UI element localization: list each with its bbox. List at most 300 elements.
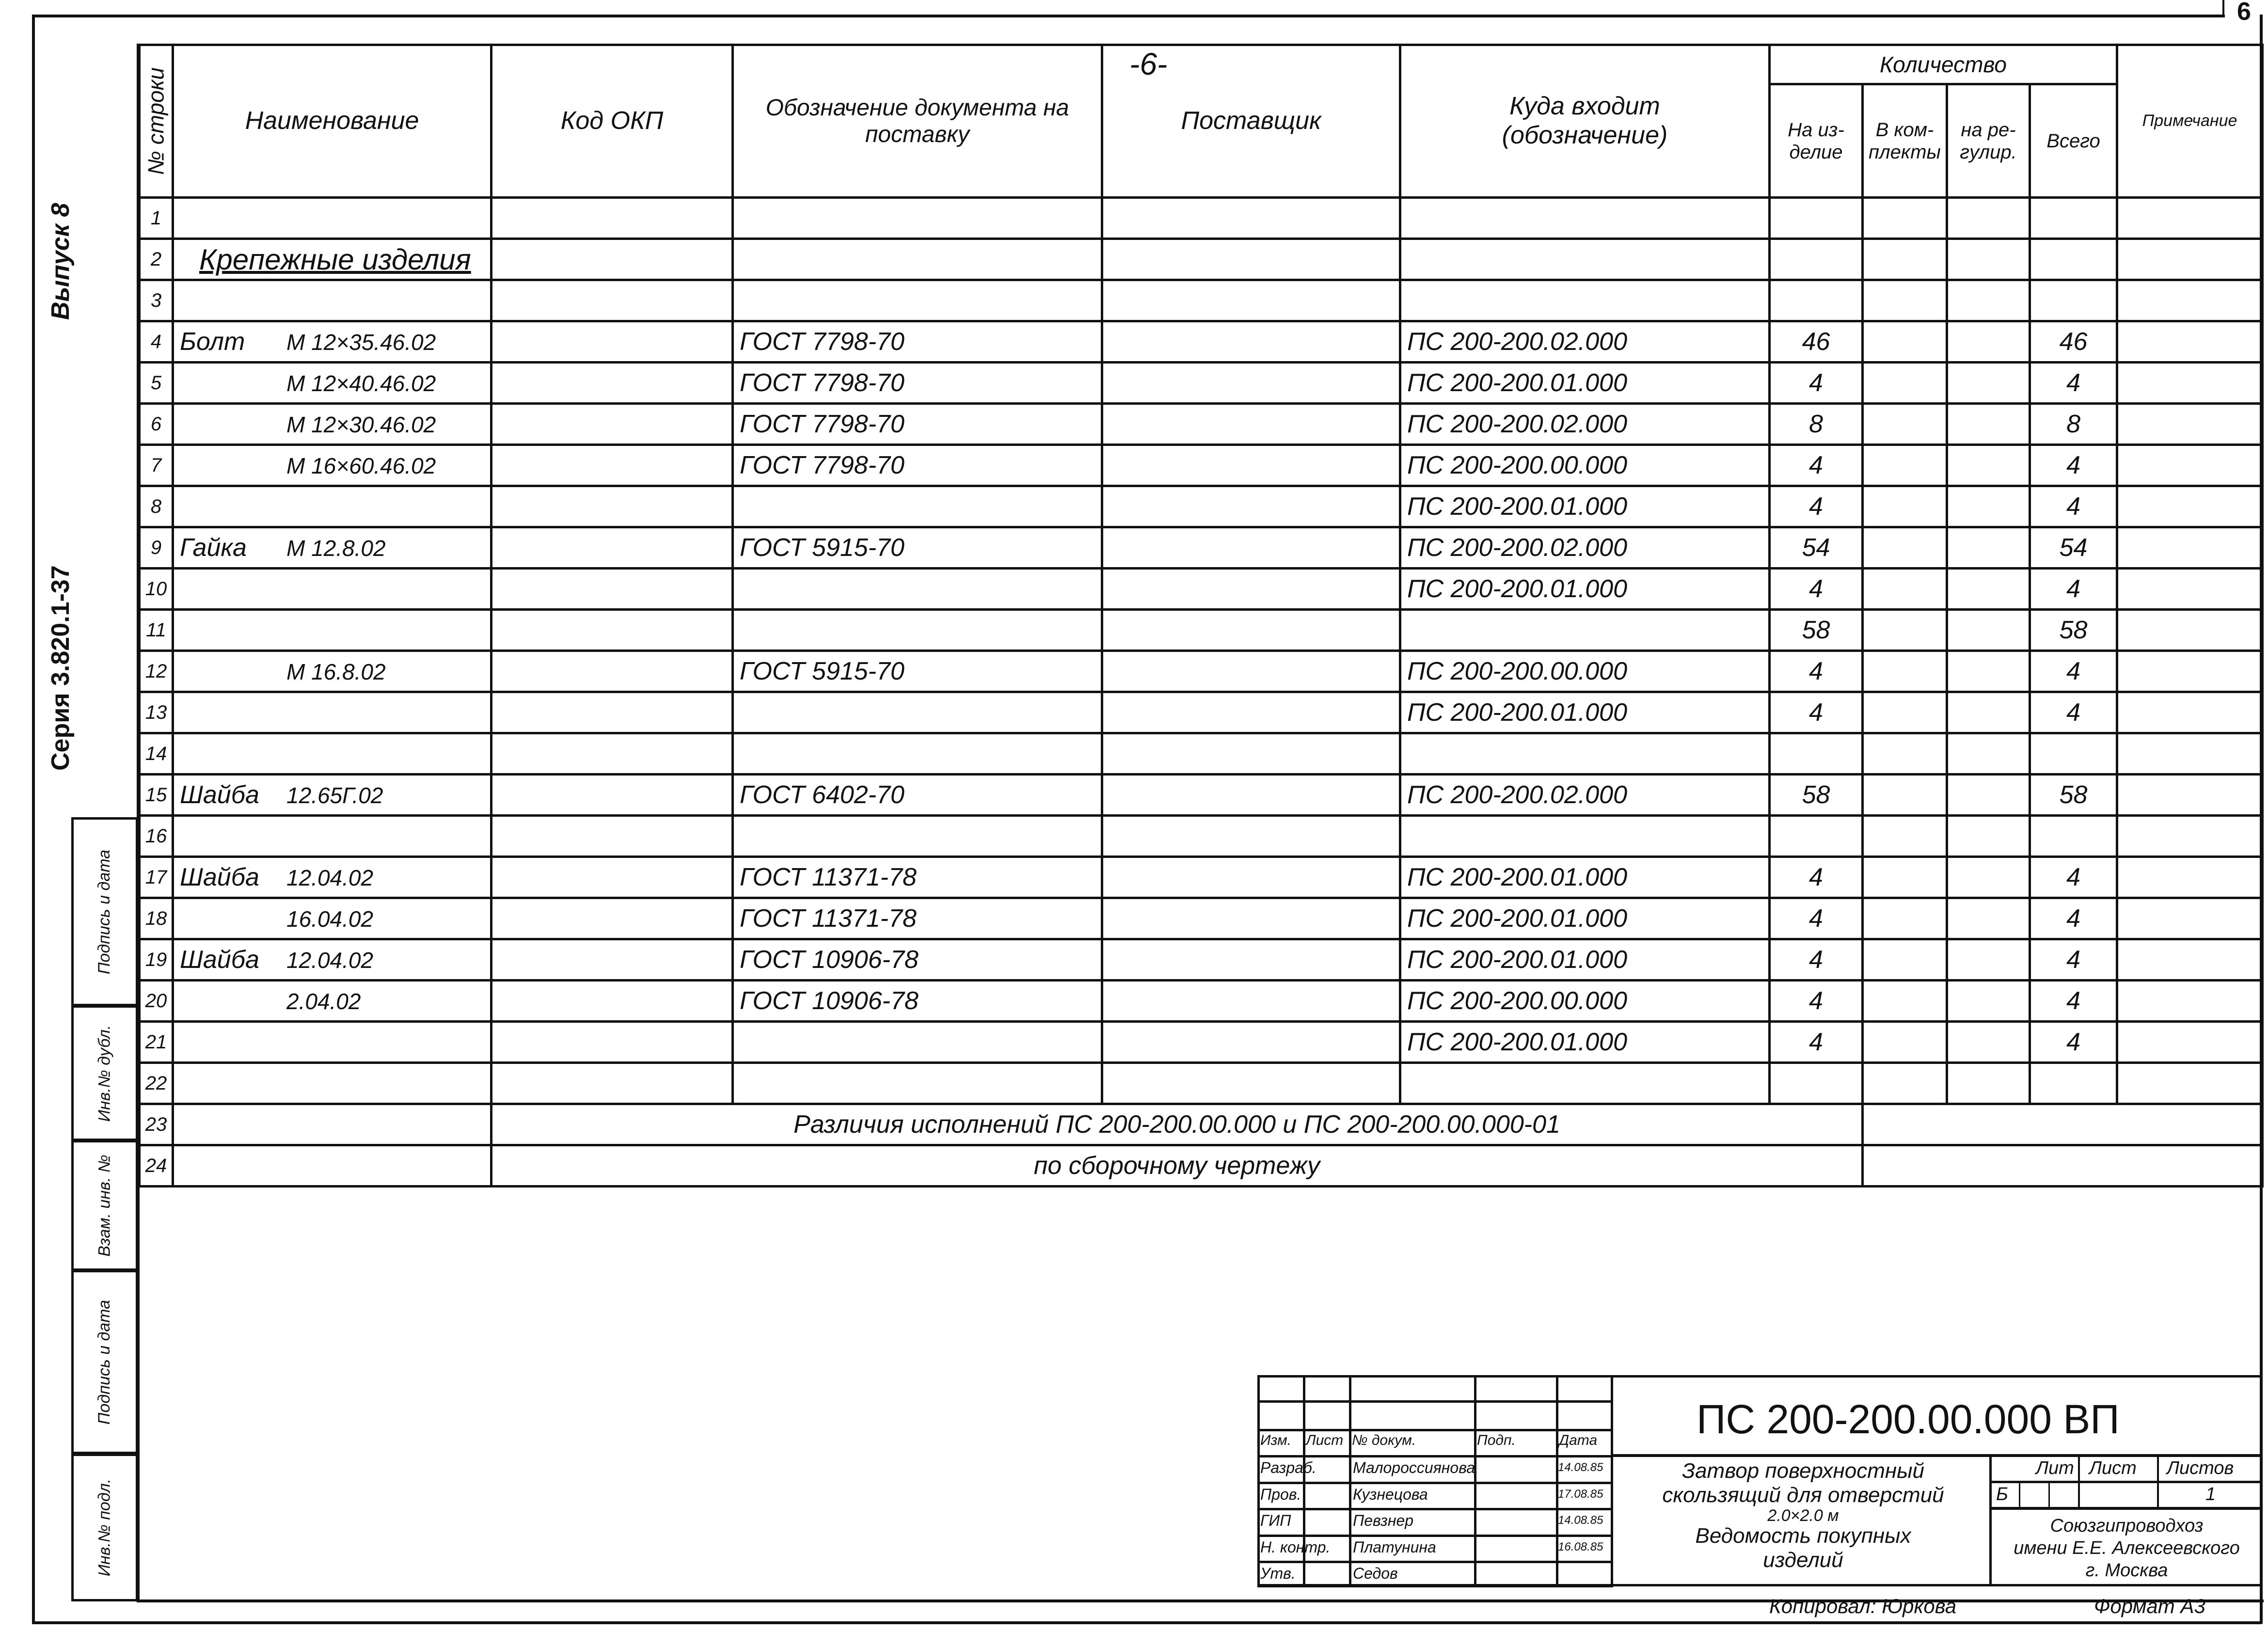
grid-line [1349,1375,1351,1586]
in-sets-cell [1863,486,1947,527]
in-sets-cell [1863,404,1947,445]
in-sets-cell [1863,1022,1947,1063]
for-reg-cell [1947,857,2030,898]
row-number: 12 [140,651,173,692]
table-row [140,363,2263,404]
total-cell: 58 [2030,775,2117,816]
for-reg-cell [1947,239,2030,280]
for-reg-cell [1947,733,2030,775]
row-number: 21 [140,1022,173,1063]
okp-cell [492,981,733,1022]
per-item-cell [1770,239,1863,280]
per-item-cell: 4 [1770,486,1863,527]
note-cell [2117,363,2263,404]
okp-cell [492,939,733,981]
item-designation: М 12×30.46.02 [286,412,436,437]
per-item-cell: 4 [1770,445,1863,486]
total-cell [2030,280,2117,321]
okp-cell [492,404,733,445]
name-cell [173,239,492,280]
grid-line [1257,1375,1260,1586]
sheet-mark: -6- [1129,47,1168,81]
table-row [140,569,2263,610]
doc-cell [733,239,1102,280]
in-sets-cell [1863,981,1947,1022]
where-cell: ПС 200-200.01.000 [1400,363,1770,404]
header-where: Куда входит (обозначение) [1400,45,1770,198]
per-item-cell: 58 [1770,775,1863,816]
row-number: 14 [140,733,173,775]
person-name: Седов [1353,1565,1398,1582]
in-sets-cell [1863,651,1947,692]
row-number: 22 [140,1063,173,1104]
item-type: Шайба [180,863,259,891]
role-label: Утв. [1260,1565,1296,1582]
name-cell [173,280,492,321]
per-item-cell: 4 [1770,898,1863,939]
total-cell: 4 [2030,651,2117,692]
sign-date: 14.08.85 [1558,1514,1603,1527]
row-number: 1 [140,198,173,239]
header-in-sets: В ком-плекты [1863,84,1947,198]
total-cell: 4 [2030,692,2117,733]
row-number: 7 [140,445,173,486]
doc-cell: ГОСТ 10906-78 [733,981,1102,1022]
in-sets-cell [1863,857,1947,898]
note-cell [2117,1022,2263,1063]
supplier-cell [1102,445,1400,486]
table-row [140,486,2263,527]
table-row [140,1104,2263,1145]
header-total: Всего [2030,84,2117,198]
grid-line [1257,1535,1613,1537]
for-reg-cell [1947,939,2030,981]
table-row [140,816,2263,857]
supplier-cell [1102,321,1400,363]
stamp-sign-date: Подпись и дата [71,1270,138,1454]
for-reg-cell [1947,898,2030,939]
doc-cell [733,1022,1102,1063]
okp-cell [492,733,733,775]
doc-cell [733,198,1102,239]
note-cell [2117,239,2263,280]
name-cell [173,775,492,816]
note-cell [2117,198,2263,239]
doc-cell: ГОСТ 7798-70 [733,363,1102,404]
revision-col-header: Изм. [1260,1432,1291,1448]
supplier-cell [1102,939,1400,981]
row-number: 23 [140,1104,173,1145]
supplier-cell [1102,239,1400,280]
in-sets-cell [1863,898,1947,939]
grid-line [1257,1400,1613,1403]
document-designation: ПС 200-200.00.000 ВП [1697,1396,2120,1442]
supplier-cell [1102,775,1400,816]
row-number: 8 [140,486,173,527]
item-type: Шайба [180,946,259,974]
name-cell [173,981,492,1022]
table-row [140,981,2263,1022]
name-cell [173,198,492,239]
section-title: Крепежные изделия [199,243,471,276]
table-row [140,527,2263,569]
name-cell [173,1104,492,1145]
where-cell: ПС 200-200.00.000 [1400,981,1770,1022]
total-cell: 4 [2030,857,2117,898]
row-number: 18 [140,898,173,939]
where-cell: ПС 200-200.01.000 [1400,898,1770,939]
in-sets-cell [1863,692,1947,733]
okp-cell [492,569,733,610]
grid-line [1257,1455,1613,1457]
row-number: 10 [140,569,173,610]
supplier-cell [1102,610,1400,651]
lit-label: Лит [2036,1458,2074,1478]
for-reg-cell [1947,280,2030,321]
where-cell: ПС 200-200.02.000 [1400,775,1770,816]
document-title: Затвор поверхностный скользящий для отверстий 2.0×2.0 м Ведомость покупных изделий [1662,1459,1944,1572]
frame-top [32,15,2225,17]
item-designation: М 16.8.02 [286,659,386,684]
note-cell [2117,898,2263,939]
name-cell [173,486,492,527]
where-cell: ПС 200-200.00.000 [1400,445,1770,486]
supplier-cell [1102,981,1400,1022]
in-sets-cell [1863,445,1947,486]
item-designation: 2.04.02 [286,989,361,1014]
per-item-cell [1770,198,1863,239]
frame-outer-left [32,15,35,1624]
per-item-cell: 46 [1770,321,1863,363]
note-cell [2117,857,2263,898]
per-item-cell: 4 [1770,981,1863,1022]
grid-line [1611,1375,1613,1586]
total-cell: 46 [2030,321,2117,363]
header-row-no [140,45,173,198]
doc-cell: ГОСТ 11371-78 [733,857,1102,898]
for-reg-cell [1947,692,2030,733]
name-cell [173,445,492,486]
for-reg-cell [1947,569,2030,610]
okp-cell [492,1022,733,1063]
row-number: 9 [140,527,173,569]
grid-line [1257,1508,1613,1510]
header-doc: Обозначение документа на поставку [733,45,1102,198]
per-item-cell: 54 [1770,527,1863,569]
total-cell: 4 [2030,569,2117,610]
total-cell: 4 [2030,445,2117,486]
in-sets-cell [1863,816,1947,857]
in-sets-cell [1863,527,1947,569]
table-row [140,857,2263,898]
empty-cell [1863,1104,2263,1145]
merged-note: Различия исполнений ПС 200-200.00.000 и ПС 200-200.00.000-01 [492,1104,1863,1145]
where-cell: ПС 200-200.01.000 [1400,692,1770,733]
stamp-sign-date-top: Подпись и дата [71,817,138,1006]
supplier-cell [1102,857,1400,898]
name-cell [173,816,492,857]
okp-cell [492,321,733,363]
table-row [140,321,2263,363]
supplier-cell [1102,733,1400,775]
per-item-cell: 8 [1770,404,1863,445]
header-supplier: Поставщик [1102,45,1400,198]
doc-cell [733,569,1102,610]
sign-date: 16.08.85 [1558,1540,1603,1553]
where-cell: ПС 200-200.01.000 [1400,857,1770,898]
for-reg-cell [1947,321,2030,363]
doc-cell: ГОСТ 6402-70 [733,775,1102,816]
item-designation: 16.04.02 [286,906,374,932]
where-cell [1400,1063,1770,1104]
row-number: 13 [140,692,173,733]
name-cell [173,857,492,898]
item-designation: М 12×40.46.02 [286,371,436,396]
item-type: Болт [180,328,245,356]
issue-text: Выпуск 8 [47,203,75,320]
supplier-cell [1102,1063,1400,1104]
for-reg-cell [1947,1022,2030,1063]
in-sets-cell [1863,1063,1947,1104]
name-cell [173,610,492,651]
role-label: Н. контр. [1260,1538,1331,1556]
item-designation: 12.65Г.02 [286,783,383,808]
lit-value: Б [1996,1484,2008,1504]
total-cell: 4 [2030,1022,2117,1063]
empty-cell [1863,1145,2263,1187]
name-cell [173,939,492,981]
doc-cell [733,280,1102,321]
person-name: Певзнер [1353,1512,1414,1529]
okp-cell [492,610,733,651]
for-reg-cell [1947,363,2030,404]
page-number: 6 [2237,0,2251,26]
where-cell [1400,239,1770,280]
supplier-cell [1102,569,1400,610]
person-name: Кузнецова [1353,1486,1428,1503]
person-name: Малороссиянова [1353,1459,1475,1476]
table-row [140,610,2263,651]
stamp-original-inv: Инв.№ подл. [71,1454,138,1601]
total-cell: 8 [2030,404,2117,445]
for-reg-cell [1947,445,2030,486]
item-type: Шайба [180,781,259,809]
name-cell [173,898,492,939]
doc-cell: ГОСТ 5915-70 [733,527,1102,569]
for-reg-cell [1947,486,2030,527]
role-label: Пров. [1260,1486,1301,1503]
name-cell [173,1022,492,1063]
sheets-label: Листов [2167,1458,2234,1478]
note-cell [2117,610,2263,651]
table-row [140,733,2263,775]
header-per-item: На из-делие [1770,84,1863,198]
okp-cell [492,445,733,486]
note-cell [2117,1063,2263,1104]
item-designation: 12.04.02 [286,865,374,890]
where-cell [1400,816,1770,857]
for-reg-cell [1947,527,2030,569]
grid-line [1556,1375,1558,1586]
table-row [140,198,2263,239]
supplier-cell [1102,651,1400,692]
doc-cell: ГОСТ 10906-78 [733,939,1102,981]
in-sets-cell [1863,239,1947,280]
doc-cell: ГОСТ 11371-78 [733,898,1102,939]
for-reg-cell [1947,1063,2030,1104]
total-cell [2030,816,2117,857]
per-item-cell: 58 [1770,610,1863,651]
note-cell [2117,692,2263,733]
table-row [140,445,2263,486]
doc-cell [733,610,1102,651]
row-number: 6 [140,404,173,445]
total-cell: 54 [2030,527,2117,569]
name-cell [173,363,492,404]
table-row [140,1145,2263,1187]
row-number: 16 [140,816,173,857]
grid-line [1257,1561,1613,1563]
per-item-cell: 4 [1770,569,1863,610]
stamp-dup-inv: Инв.№ дубл. [71,1005,138,1141]
table-row [140,651,2263,692]
where-cell: ПС 200-200.02.000 [1400,321,1770,363]
table-row [140,239,2263,280]
name-cell [173,733,492,775]
note-cell [2117,939,2263,981]
revision-col-header: Подп. [1477,1432,1516,1448]
for-reg-cell [1947,404,2030,445]
supplier-cell [1102,1022,1400,1063]
per-item-cell: 4 [1770,857,1863,898]
name-cell [173,1063,492,1104]
row-number: 15 [140,775,173,816]
header-name: Наименование [173,45,492,198]
per-item-cell: 4 [1770,1022,1863,1063]
supplier-cell [1102,486,1400,527]
total-cell [2030,239,2117,280]
frame-outer-bottom [32,1621,2262,1624]
sign-date: 14.08.85 [1558,1461,1603,1474]
grid-line [1474,1375,1476,1586]
note-cell [2117,445,2263,486]
role-label: Разраб. [1260,1459,1316,1476]
note-cell [2117,321,2263,363]
total-cell: 4 [2030,363,2117,404]
row-number: 4 [140,321,173,363]
where-cell [1400,610,1770,651]
per-item-cell [1770,816,1863,857]
supplier-cell [1102,363,1400,404]
table-row [140,775,2263,816]
in-sets-cell [1863,569,1947,610]
in-sets-cell [1863,733,1947,775]
per-item-cell: 4 [1770,692,1863,733]
in-sets-cell [1863,198,1947,239]
in-sets-cell [1863,610,1947,651]
where-cell: ПС 200-200.01.000 [1400,939,1770,981]
table-row [140,404,2263,445]
row-number: 24 [140,1145,173,1187]
name-cell [173,404,492,445]
table-row [140,1022,2263,1063]
okp-cell [492,775,733,816]
note-cell [2117,816,2263,857]
doc-cell [733,733,1102,775]
per-item-cell [1770,280,1863,321]
note-cell [2117,527,2263,569]
paper-format: Формат А3 [2094,1595,2205,1617]
purchased-items-table [138,44,2264,1188]
merged-note: по сборочному чертежу [492,1145,1863,1187]
where-cell: ПС 200-200.02.000 [1400,404,1770,445]
note-cell [2117,651,2263,692]
okp-cell [492,239,733,280]
in-sets-cell [1863,363,1947,404]
grid-line [1257,1585,1613,1587]
for-reg-cell [1947,816,2030,857]
item-designation: М 12×35.46.02 [286,330,436,355]
table-row [140,939,2263,981]
doc-cell: ГОСТ 7798-70 [733,321,1102,363]
in-sets-cell [1863,939,1947,981]
item-type: Гайка [180,534,247,562]
revision-col-header: Дата [1559,1432,1598,1448]
person-name: Платунина [1353,1538,1436,1556]
total-cell: 4 [2030,898,2117,939]
doc-cell: ГОСТ 7798-70 [733,404,1102,445]
doc-cell [733,1063,1102,1104]
supplier-cell [1102,692,1400,733]
sheets-value: 1 [2205,1484,2216,1504]
doc-cell: ГОСТ 7798-70 [733,445,1102,486]
doc-cell [733,816,1102,857]
in-sets-cell [1863,321,1947,363]
grid-line [1257,1429,1613,1431]
copied-by: Копировал: Юркова [1769,1595,1957,1617]
header-for-reg: на ре-гулир. [1947,84,2030,198]
doc-cell: ГОСТ 5915-70 [733,651,1102,692]
for-reg-cell [1947,981,2030,1022]
sheet-label: Лист [2089,1458,2137,1478]
okp-cell [492,1063,733,1104]
okp-cell [492,816,733,857]
grid-line [1257,1482,1613,1484]
row-number: 20 [140,981,173,1022]
header-quantity: Количество [1770,45,2117,84]
per-item-cell: 4 [1770,363,1863,404]
item-designation: 12.04.02 [286,948,374,973]
for-reg-cell [1947,775,2030,816]
supplier-cell [1102,816,1400,857]
note-cell [2117,569,2263,610]
okp-cell [492,486,733,527]
where-cell: ПС 200-200.00.000 [1400,651,1770,692]
note-cell [2117,775,2263,816]
row-number: 19 [140,939,173,981]
note-cell [2117,733,2263,775]
table-row [140,692,2263,733]
row-number: 2 [140,239,173,280]
revision-col-header: Лист [1306,1432,1344,1448]
doc-cell [733,692,1102,733]
doc-cell [733,486,1102,527]
header-note: Примечание [2117,45,2263,198]
total-cell [2030,733,2117,775]
note-cell [2117,981,2263,1022]
where-cell [1400,198,1770,239]
where-cell: ПС 200-200.02.000 [1400,527,1770,569]
